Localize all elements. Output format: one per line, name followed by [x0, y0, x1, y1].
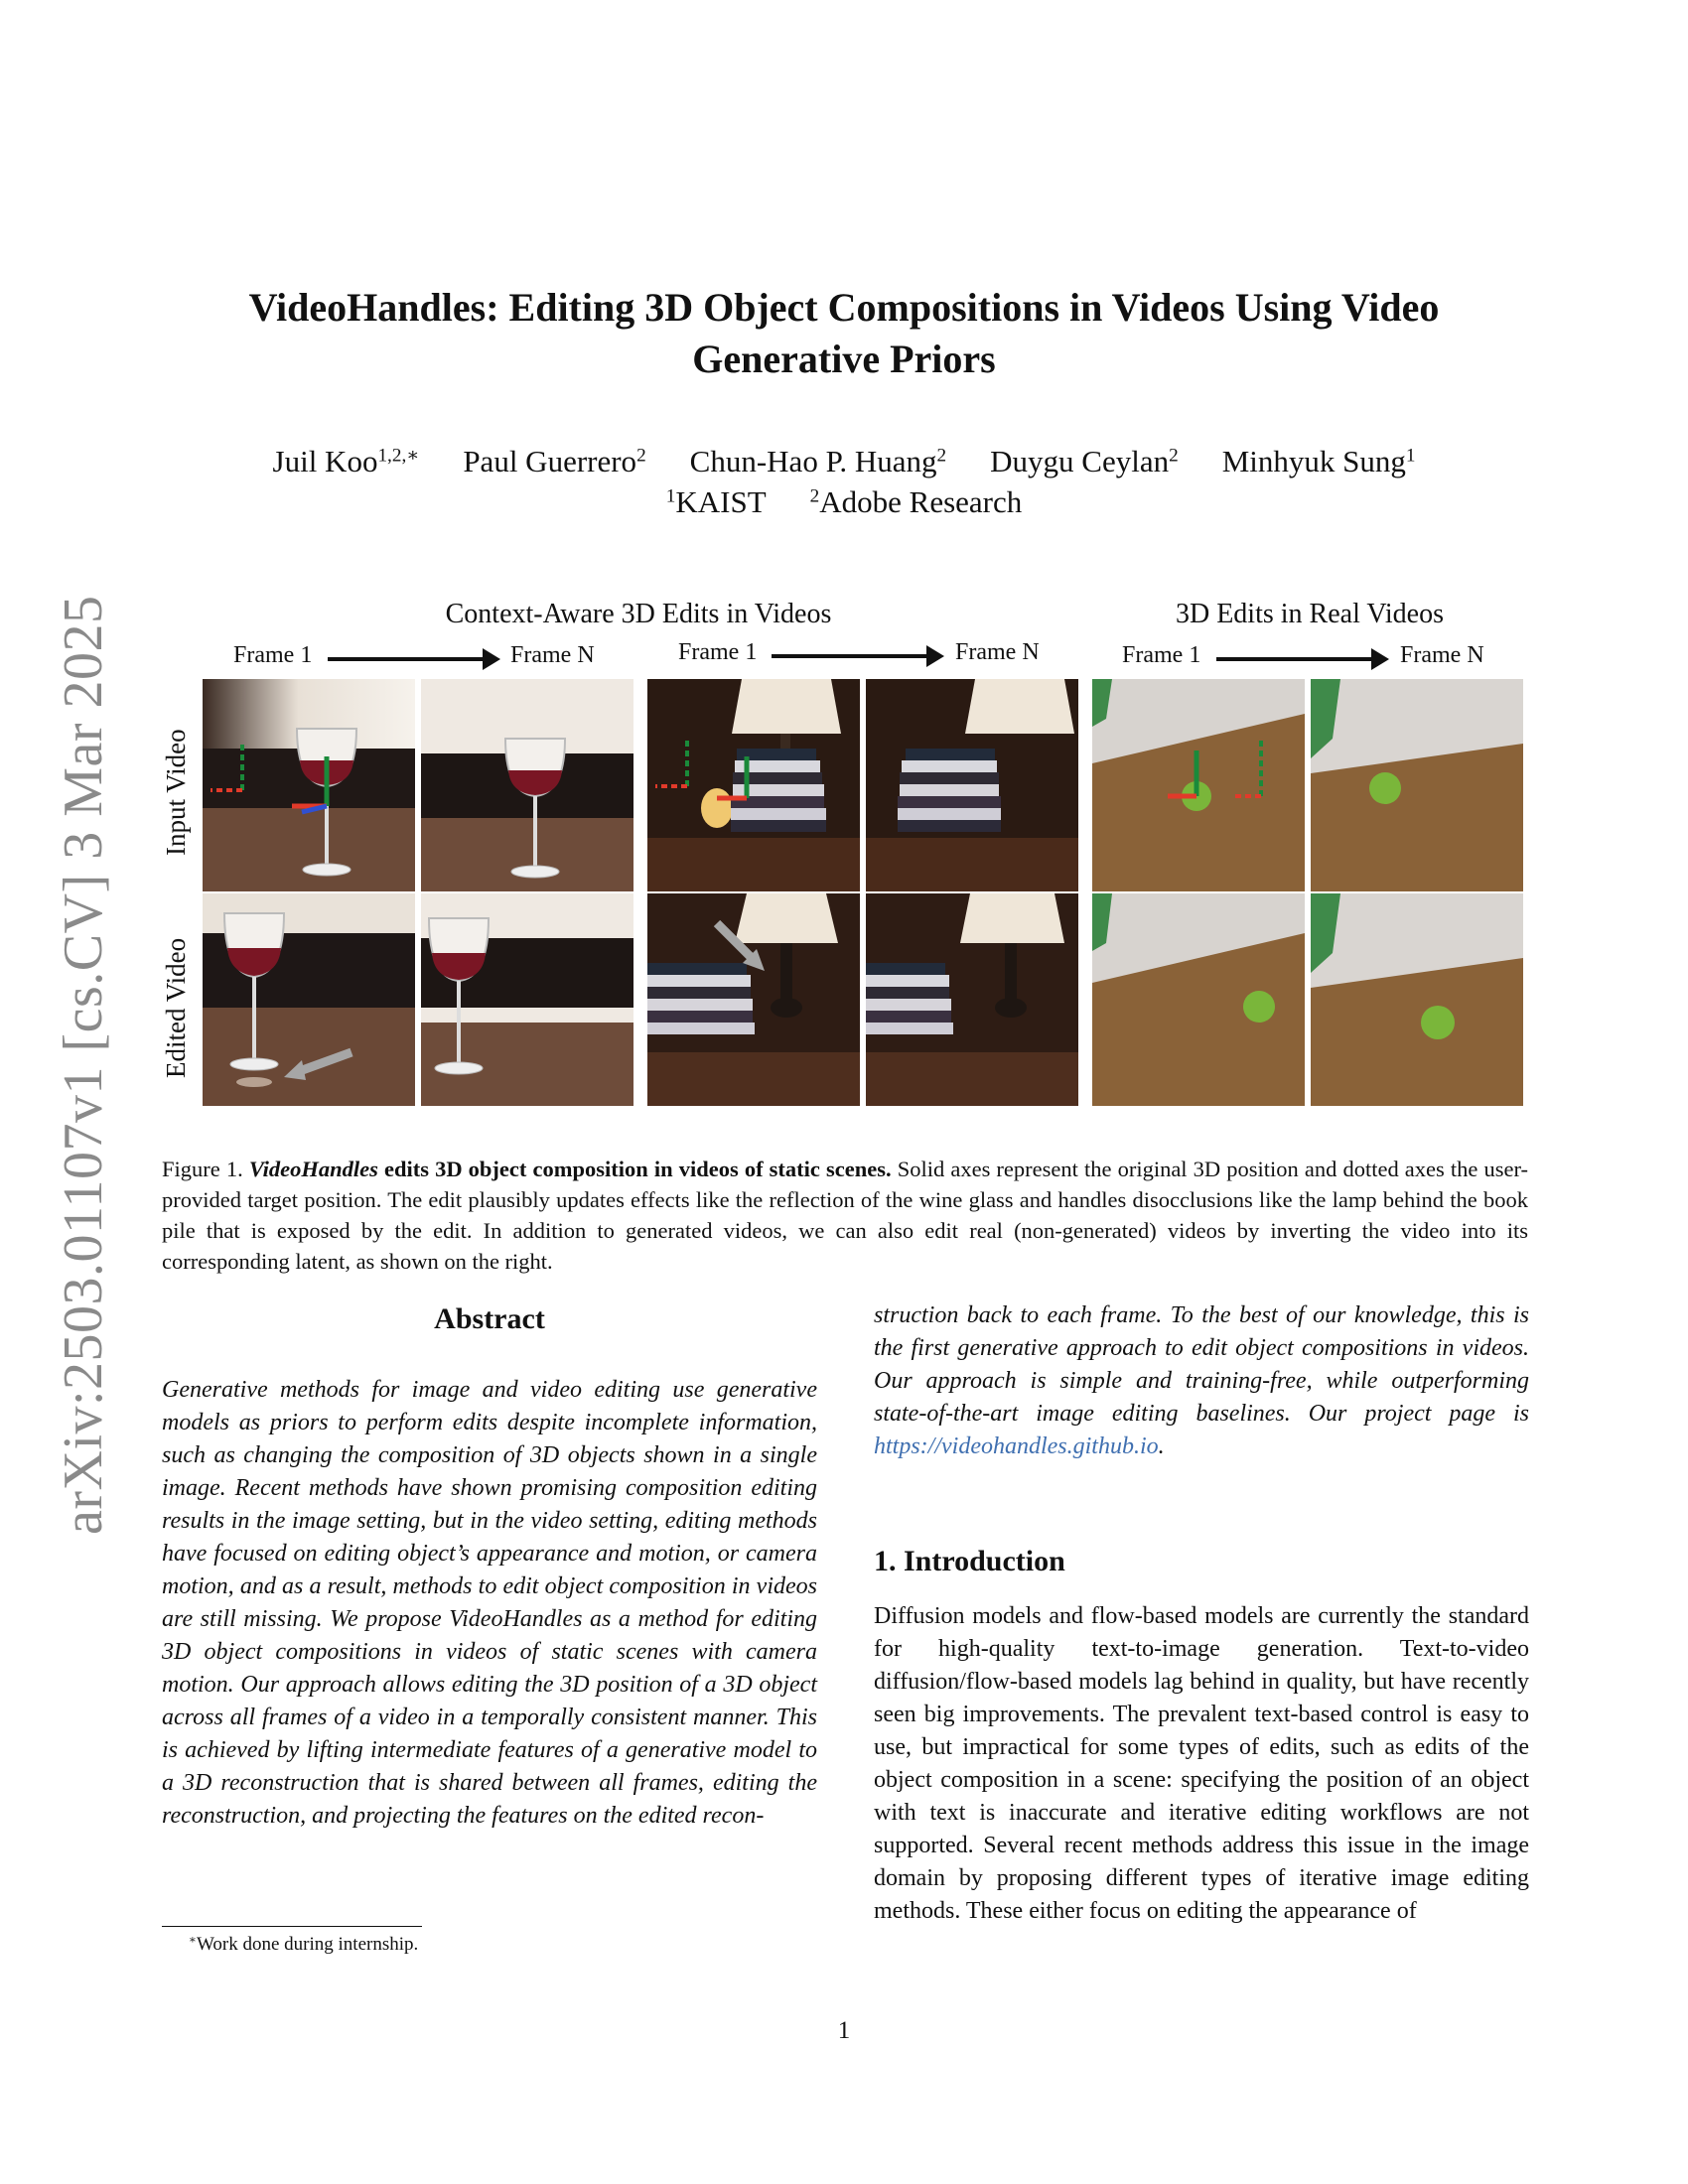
frame-last-label: Frame N	[955, 639, 1040, 665]
footnote	[189, 1934, 418, 1956]
lamp-books-input-frame-n	[866, 679, 1078, 891]
introduction-body: Diffusion models and flow-based models are currently the standard for high-quality text-to-image generation. Text-to-video diffusion/flow-based models lag behind in quality, but have recently seen big improvements. The prevalent text-based control is easy to use, but impractical for some types of edits, such as edits of the object composition in a scene: specifying the position of an object with text is inaccurate and iterative editing workflows are not supported. Several recent methods address this issue in the image domain by proposing different types of iterative image editing methods. These either focus on editing the appearance of	[874, 1603, 1529, 1924]
author-list	[149, 444, 1539, 479]
frame-first-label: Frame 1	[1122, 642, 1201, 668]
author-affiliation-mark: 2	[636, 445, 646, 467]
author-name-text: Chun-Hao P. Huang	[689, 444, 937, 478]
abstract-heading: Abstract	[434, 1302, 545, 1335]
affiliation-name: KAIST	[675, 484, 767, 519]
author-name-text: Minhyuk Sung	[1221, 444, 1406, 478]
timeline-arrow	[328, 657, 487, 661]
frame-last-label: Frame N	[510, 642, 595, 668]
footnote-rule	[162, 1926, 422, 1927]
abstract-continuation: struction back to each frame. To the best of our knowledge, this is the first generative approach to edit object compositions in videos. Our approach is simple and training-free, while outperforming state-of-the-art image editing baselines. Our project page is	[874, 1302, 1529, 1427]
author-name-text: Paul Guerrero	[463, 444, 637, 478]
affiliation-mark: 1	[665, 485, 676, 507]
author-affiliation-mark: 1	[1405, 445, 1416, 467]
abstract-body-left: Generative methods for image and video editing use generative models as priors to perform edits despite incomplete information, such as changing the composition of 3D objects shown in a single image. Recent methods have shown promising composition editing results in the image setting, but in the video setting, editing methods have focused on editing object’s appearance and motion, or camera motion, and as a result, methods to edit object composition in videos are still missing. We propose VideoHandles as a method for editing 3D object compositions in videos of static scenes with camera motion. Our approach allows editing the 3D position of a 3D object across all frames of a video in a temporally consistent manner. This is achieved by lifting intermediate features of a generative model to a 3D reconstruction that is shared between all frames, editing the reconstruction, and projecting the features on the edited recon-	[162, 1377, 817, 1829]
figure-heading-real-videos: 3D Edits in Real Videos	[1175, 599, 1444, 629]
author-name-text: Duygu Ceylan	[990, 444, 1170, 478]
row-label-input-video: Input Video	[161, 729, 191, 856]
author-name	[690, 444, 946, 478]
affiliation	[810, 484, 1023, 519]
author-affiliation-mark: 2	[936, 445, 947, 467]
arxiv-identifier-stamp: arXiv:2503.01107v1 [cs.CV] 3 Mar 2025	[53, 595, 114, 1535]
wine-glass-edited-frame-n	[421, 893, 633, 1106]
title-line-2: Generative Priors	[692, 337, 996, 381]
timeline-arrow	[1216, 657, 1375, 661]
project-page-link[interactable]: https://videohandles.github.io	[874, 1433, 1159, 1459]
author-name-text: Juil Koo	[272, 444, 378, 478]
figure-1-caption	[162, 1154, 1528, 1277]
lamp-books-edited-frame-n	[866, 893, 1078, 1106]
footnote-mark: ∗	[189, 1933, 197, 1947]
lamp-books-edited-frame-1	[647, 893, 860, 1106]
paper-title	[149, 282, 1539, 385]
timeline-arrow	[772, 654, 930, 658]
affiliation-mark: 2	[809, 485, 820, 507]
apple-input-frame-n	[1311, 679, 1523, 891]
caption-text: Solid axes represent the original 3D position and dotted axes the user-provided target position. The edit plausibly updates effects like the reflection of the wine glass and handles disocclusions like the lamp behind the book pile that is exposed by the edit. In addition to generated videos, we can also edit real (non-generated) videos by inverting the video into its corresponding latent, as shown on the right.	[162, 1157, 1529, 1274]
author-name	[463, 444, 645, 478]
apple-edited-frame-1	[1092, 893, 1305, 1106]
abstract-end: .	[1158, 1433, 1165, 1459]
author-affiliation-mark: 2	[1169, 445, 1179, 467]
footnote-text: Work done during internship.	[197, 1934, 419, 1955]
author-name	[990, 444, 1179, 478]
affiliation-name: Adobe Research	[819, 484, 1023, 519]
frame-first-label: Frame 1	[678, 639, 758, 665]
frame-first-label: Frame 1	[233, 642, 313, 668]
caption-method-name: VideoHandles	[248, 1157, 378, 1181]
caption-bold-summary: edits 3D object composition in videos of static scenes.	[377, 1157, 892, 1181]
wine-glass-edited-frame-1	[203, 893, 415, 1106]
author-name	[1222, 444, 1416, 478]
abstract-body-right	[874, 1299, 1529, 1463]
lamp-books-input-frame-1	[647, 679, 860, 891]
affiliation	[666, 484, 767, 519]
author-name	[273, 444, 420, 478]
wine-glass-input-frame-1	[203, 679, 415, 891]
author-affiliation-mark: 1,2,∗	[377, 445, 420, 467]
frame-last-label: Frame N	[1400, 642, 1484, 668]
introduction-heading: 1. Introduction	[874, 1545, 1065, 1577]
title-line-1: VideoHandles: Editing 3D Object Compositions in Videos Using Video	[248, 285, 1440, 330]
figure-heading-context-aware: Context-Aware 3D Edits in Videos	[445, 599, 832, 629]
apple-edited-frame-n	[1311, 893, 1523, 1106]
caption-label: Figure 1.	[162, 1157, 243, 1181]
row-label-edited-video: Edited Video	[161, 937, 191, 1078]
page-number: 1	[837, 2017, 851, 2044]
apple-input-frame-1	[1092, 679, 1305, 891]
affiliation-list	[149, 484, 1539, 520]
wine-glass-input-frame-n	[421, 679, 633, 891]
